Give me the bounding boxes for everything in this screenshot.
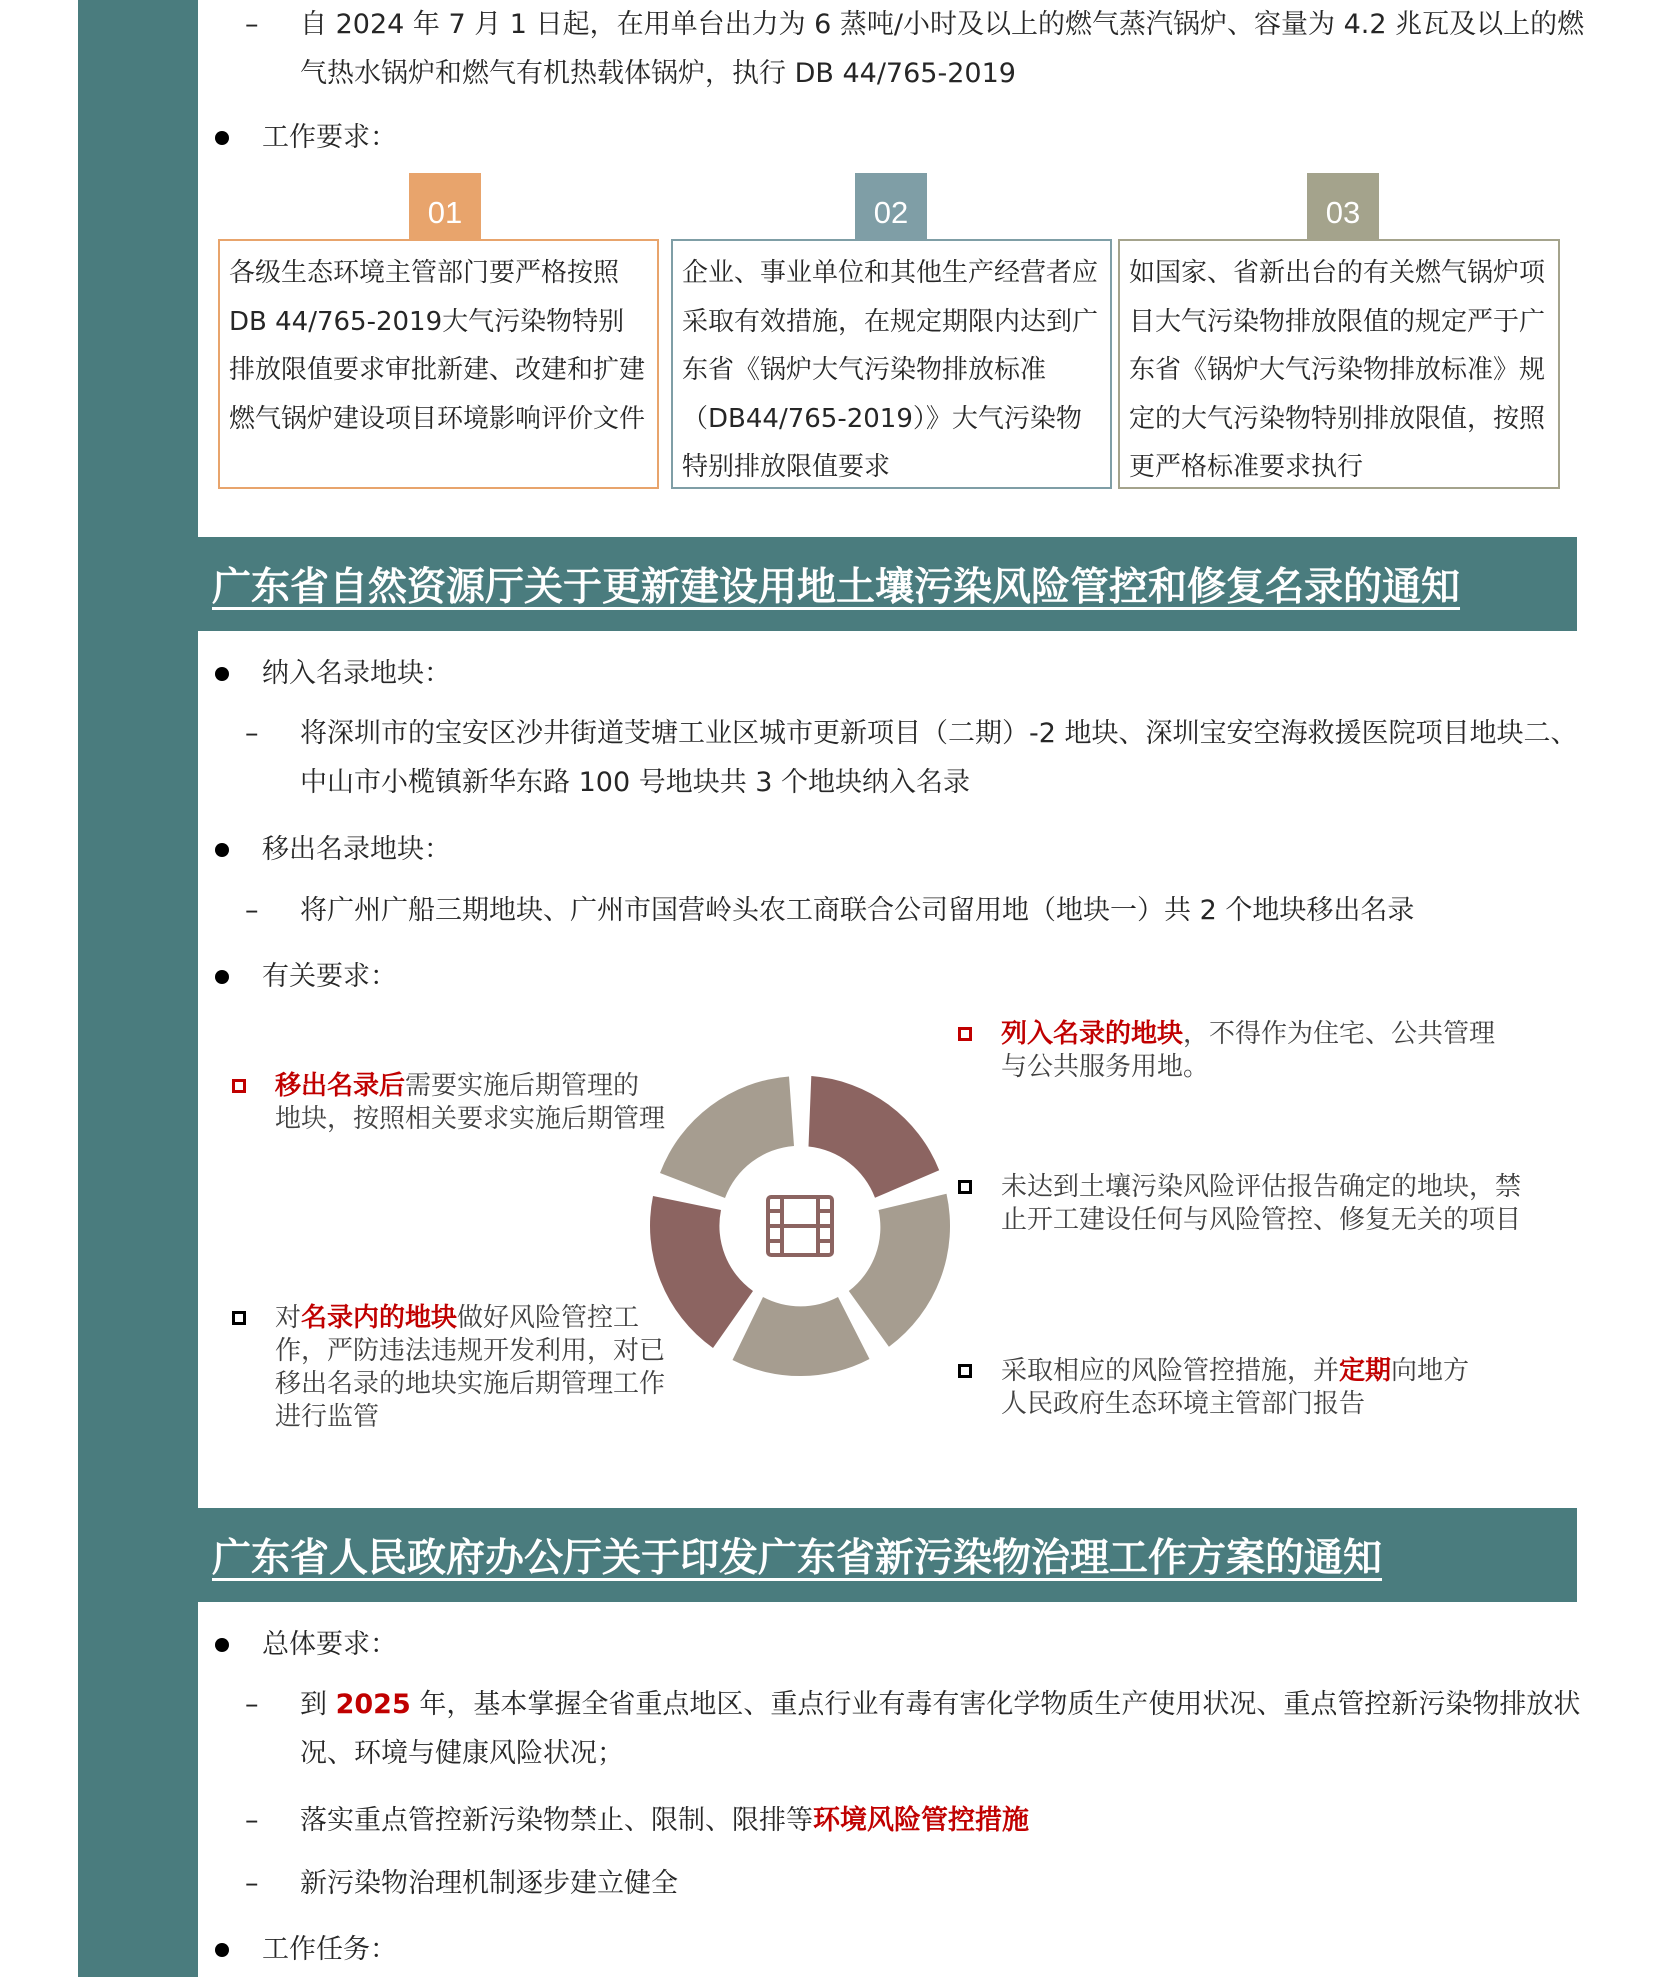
year-highlight: 2025 xyxy=(335,1689,411,1720)
checkbox-square-icon xyxy=(232,1311,246,1325)
donut-segment-top-right xyxy=(809,1076,940,1198)
bullet-dot xyxy=(215,667,229,681)
donut-segment-bottom xyxy=(733,1297,870,1376)
dash-marker: – xyxy=(245,718,259,749)
tab-03: 03 xyxy=(1307,173,1379,239)
item-highlight: 环境风险管控措施 xyxy=(813,1805,1029,1836)
section-header-new-pollutants xyxy=(198,1508,1577,1602)
dash-marker: – xyxy=(245,1805,259,1836)
included-plots-text: 将深圳市的宝安区沙井街道芠塘工业区城市更新项目（二期）-2 地块、深圳宝安空海救援医院项目地块二、中山市小榄镇新华东路 100 号地块共 3 个地块纳入名录 xyxy=(300,718,1578,798)
note-text: 做好风险管控工作，严防违法违规开发利用，对已移出名录的地块实施后期管理工作进行监管 xyxy=(275,1303,666,1432)
tab-02: 02 xyxy=(855,173,927,239)
bullet-dot xyxy=(215,131,229,145)
note-highlight: 定期 xyxy=(1339,1356,1392,1386)
section-title: 广东省自然资源厅关于更新建设用地土壤污染风险管控和修复名录的通知 xyxy=(212,565,1461,610)
note-highlight: 移出名录后 xyxy=(275,1071,406,1101)
requirements-donut-diagram xyxy=(640,1066,960,1386)
section-header-soil-pollution xyxy=(198,537,1577,631)
dash-marker: – xyxy=(245,895,259,926)
bullet-dot xyxy=(215,1638,229,1652)
checkbox-square-icon xyxy=(232,1079,246,1093)
boiler-standard-text: 自 2024 年 7 月 1 日起，在用单台出力为 6 蒸吨/小时及以上的燃气蒸汽锅炉、容量为 4.2 兆瓦及以上的燃气热水锅炉和燃气有机热载体锅炉，执行 DB 44/765-2019 xyxy=(300,9,1585,89)
requirement-box-1: 各级生态环境主管部门要严格按照 DB 44/765-2019大气污染物特别排放限值要求审批新建、改建和扩建燃气锅炉建设项目环境影响评价文件 xyxy=(218,239,659,489)
bullet-label: 纳入名录地块： xyxy=(262,658,451,689)
checkbox-square-icon xyxy=(958,1027,972,1041)
dash-marker: – xyxy=(245,9,259,40)
bullet-label: 总体要求： xyxy=(262,1629,397,1660)
bullet-dot xyxy=(215,1943,229,1957)
bullet-label: 工作任务： xyxy=(262,1934,397,1965)
note-text: 对 xyxy=(275,1303,302,1333)
note-text: ，不得作为住宅、公共管理与公共服务用地。 xyxy=(1001,1019,1496,1082)
bullet-dot xyxy=(215,843,229,857)
section-title: 广东省人民政府办公厅关于印发广东省新污染物治理工作方案的通知 xyxy=(212,1536,1383,1581)
note-text: 未达到土壤污染风险评估报告确定的地块，禁止开工建设任何与风险管控、修复无关的项目 xyxy=(1001,1172,1522,1235)
bullet-label: 移出名录地块： xyxy=(262,834,451,865)
donut-segment-right xyxy=(849,1194,950,1347)
tab-01: 01 xyxy=(409,173,481,239)
bullet-label: 有关要求： xyxy=(262,961,397,992)
note-text: 向地方人民政府生态环境主管部门报告 xyxy=(1001,1356,1470,1419)
dash-marker: – xyxy=(245,1689,259,1720)
removed-plots-text: 将广州广船三期地块、广州市国营岭头农工商联合公司留用地（地块一）共 2 个地块移出名录 xyxy=(300,895,1415,926)
checkbox-square-icon xyxy=(958,1180,972,1194)
note-text: 需要实施后期管理的地块，按照相关要求实施后期管理 xyxy=(275,1071,666,1134)
donut-segment-top-left xyxy=(660,1077,794,1199)
note-text: 采取相应的风险管控措施，并 xyxy=(1001,1356,1340,1386)
requirement-box-3: 如国家、省新出台的有关燃气锅炉项目大气污染物排放限值的规定严于广东省《锅炉大气污染物排放标准》规定的大气污染物特别排放限值，按照更严格标准要求执行 xyxy=(1118,239,1560,489)
item-text: 新污染物治理机制逐步建立健全 xyxy=(300,1868,678,1899)
film-icon xyxy=(768,1197,832,1255)
note-highlight: 名录内的地块 xyxy=(301,1303,458,1333)
item-text: 到 xyxy=(300,1689,336,1720)
item-text: 年，基本掌握全省重点地区、重点行业有毒有害化学物质生产使用状况、重点管控新污染物排放状况、环境与健康风险状况； xyxy=(300,1689,1581,1769)
requirement-box-2: 企业、事业单位和其他生产经营者应采取有效措施，在规定期限内达到广东省《锅炉大气污染物排放标准（DB44/765-2019）》大气污染物特别排放限值要求 xyxy=(671,239,1112,489)
bullet-dot xyxy=(215,970,229,984)
left-sidebar-band xyxy=(78,0,198,1977)
bullet-label: 工作要求： xyxy=(262,122,397,153)
checkbox-square-icon xyxy=(958,1364,972,1378)
note-highlight: 列入名录的地块 xyxy=(1001,1019,1184,1049)
item-text: 落实重点管控新污染物禁止、限制、限排等 xyxy=(300,1805,813,1836)
dash-marker: – xyxy=(245,1868,259,1899)
